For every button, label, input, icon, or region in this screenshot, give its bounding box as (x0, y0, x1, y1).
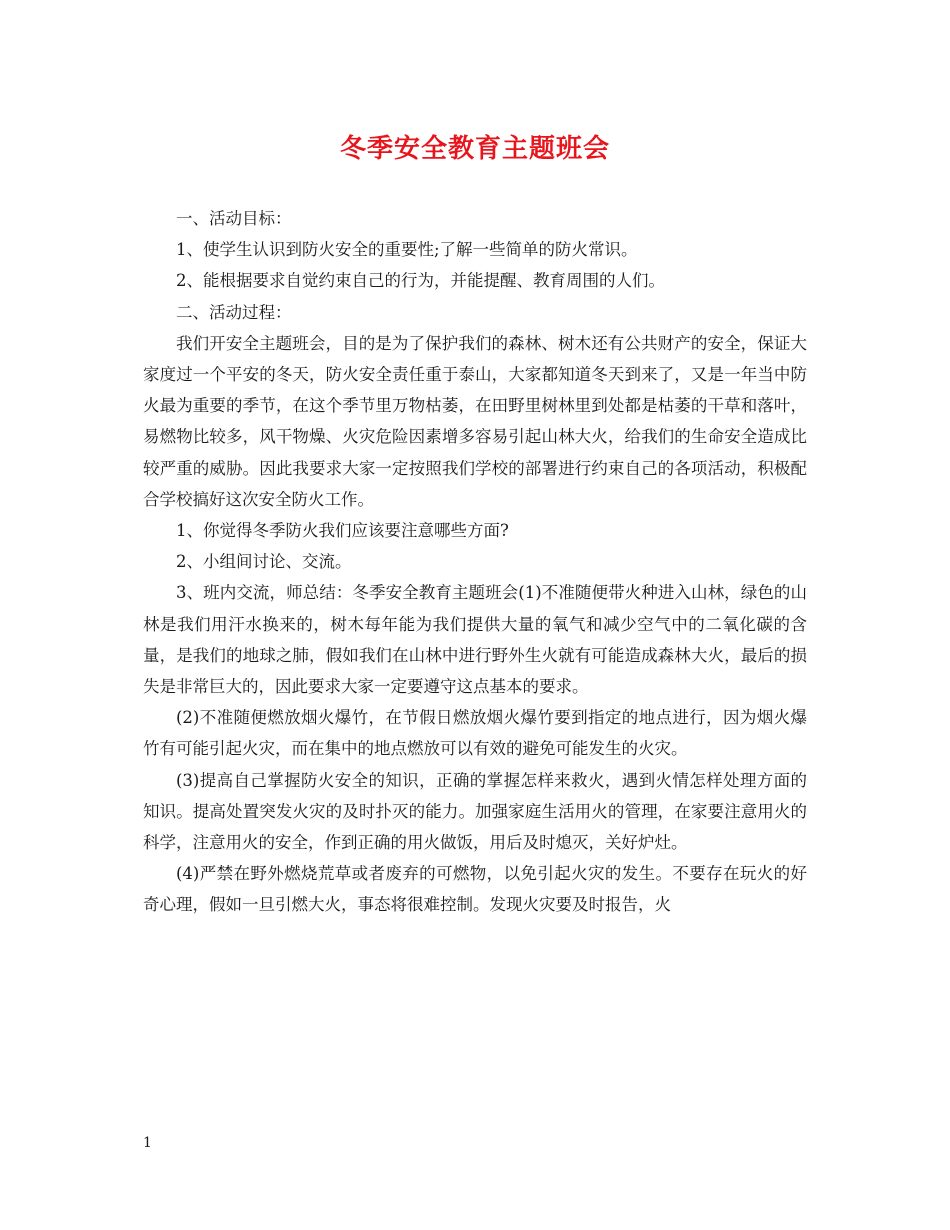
paragraph-objectives-heading: 一、活动目标： (176, 209, 292, 228)
paragraph-rule-3: (3)提高自己掌握防火安全的知识，正确的掌握怎样来救火，遇到火情怎样处理方面的知识。提高处置突发火灾的及时扑灭的能力。加强家庭生活用火的管理，在家要注意用火的科学，注意用火的安全，作到正确的用火做饭，用后及时熄灭，关好炉灶。 (143, 770, 807, 853)
paragraph-step-1: 1、你觉得冬季防火我们应该要注意哪些方面? (176, 521, 509, 541)
paragraph-step-2: 2、小组间讨论、交流。 (176, 552, 352, 572)
paragraph-process-heading: 二、活动过程： (176, 302, 292, 322)
document-body (143, 203, 807, 921)
paragraph-objective-1: 1、使学生认识到防火安全的重要性;了解一些简单的防火常识。 (176, 240, 638, 260)
paragraph-rule-2: (2)不准随便燃放烟火爆竹，在节假日燃放烟火爆竹要到指定的地点进行，因为烟火爆竹有可能引起火灾，而在集中的地点燃放可以有效的避免可能发生的火灾。 (143, 708, 807, 759)
paragraph-step-3: 3、班内交流，师总结：冬季安全教育主题班会(1)不准随便带火种进入山林，绿色的山林是我们用汗水换来的，树木每年能为我们提供大量的氧气和减少空气中的二氧化碳的含量，是我们的地球之肺，假如我们在山林中进行野外生火就有可能造成森林大火，最后的损失是非常巨大的，因此要求大家一定要遵守这点基本的要求。 (143, 583, 807, 697)
document-title: 冬季安全教育主题班会 (339, 134, 610, 164)
paragraph-rule-4: (4)严禁在野外燃烧荒草或者废弃的可燃物，以免引起火灾的发生。不要存在玩火的好奇心理，假如一旦引燃大火，事态将很难控制。发现火灾要及时报告，火 (143, 864, 807, 915)
paragraph-objective-2: 2、能根据要求自觉约束自己的行为，并能提醒、教育周围的人们。 (176, 271, 665, 291)
page-number: 1 (143, 1135, 152, 1151)
paragraph-introduction: 我们开安全主题班会，目的是为了保护我们的森林、树木还有公共财产的安全，保证大家度过一个平安的冬天，防火安全责任重于泰山，大家都知道冬天到来了，又是一年当中防火最为重要的季节，在这个季节里万物枯萎，在田野里树林里到处都是枯萎的干草和落叶，易燃物比较多，风干物燥、火灾危险因素增多容易引起山林大火，给我们的生命安全造成比较严重的威胁。因此我要求大家一定按照我们学校的部署进行约束自己的各项活动，积极配合学校搞好这次安全防火工作。 (143, 333, 807, 509)
